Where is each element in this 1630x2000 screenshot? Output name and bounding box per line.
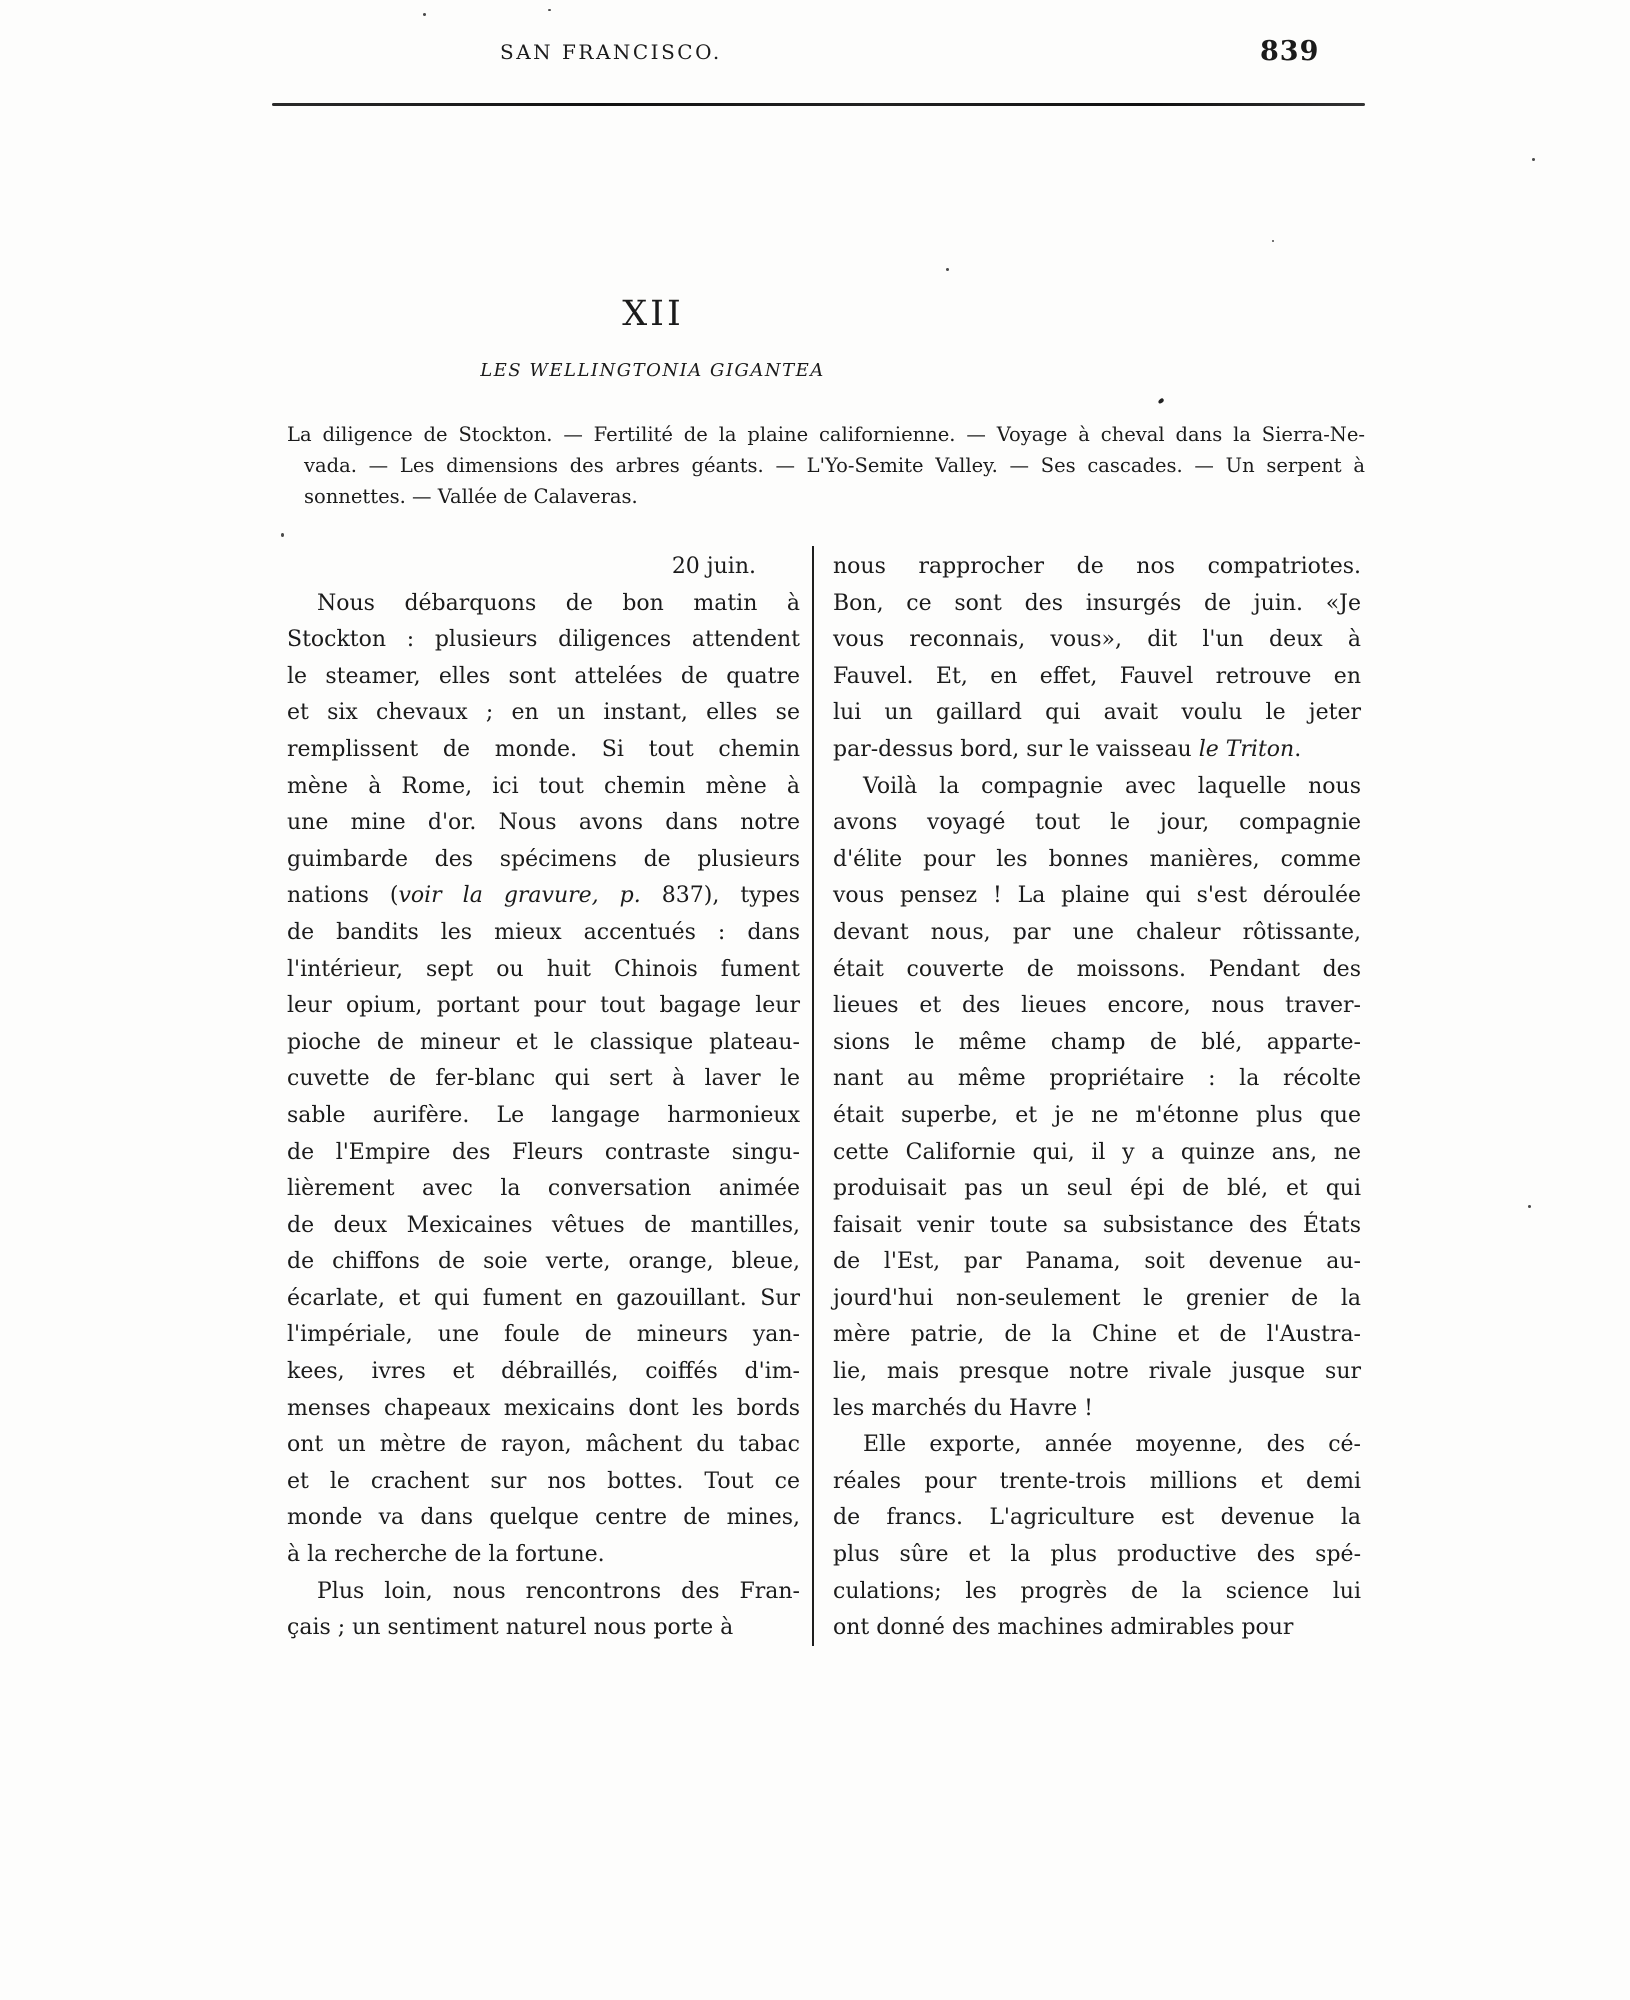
page-number: 839 <box>1260 36 1320 67</box>
text-line: menses chapeaux mexicains dont les bords <box>287 1395 800 1421</box>
text-line: cette Californie qui, il y a quinze ans, ne <box>833 1139 1361 1165</box>
chapter-subtitle: LES WELLINGTONIA GIGANTEA <box>480 360 825 381</box>
right-column <box>833 549 1361 1647</box>
text-line: le steamer, elles sont attelées de quatre <box>287 663 800 689</box>
scan-speck <box>281 533 284 537</box>
text-line: sions le même champ de blé, apparte- <box>833 1029 1361 1055</box>
chapter-number: XII <box>622 294 684 334</box>
right-column-text <box>833 549 1361 1647</box>
left-column <box>287 549 800 1647</box>
text-line: lieues et des lieues encore, nous traver- <box>833 993 1361 1019</box>
date-line: 20 juin. <box>671 554 756 579</box>
text-line: et le crachent sur nos bottes. Tout ce <box>287 1468 800 1494</box>
scan-speck <box>1157 398 1164 405</box>
text-line: par-dessus bord, sur le vaisseau le Triton. <box>833 736 1302 762</box>
text-line: nations (voir la gravure, p. 837), types <box>287 883 800 909</box>
text-line: guimbarde des spécimens de plusieurs <box>287 846 800 872</box>
text-line: leur opium, portant pour tout bagage leur <box>287 993 800 1019</box>
text-line: l'impériale, une foule de mineurs yan- <box>287 1322 800 1348</box>
text-line: écarlate, et qui fument en gazouillant. Sur <box>287 1285 800 1311</box>
text-line: Plus loin, nous rencontrons des Fran- <box>317 1578 800 1604</box>
paragraph <box>833 1427 1361 1647</box>
scan-speck <box>1528 1205 1531 1208</box>
text-line: de bandits les mieux accentués : dans <box>287 919 800 945</box>
column-divider <box>812 546 814 1646</box>
text-line: cuvette de fer-blanc qui sert à laver le <box>287 1066 800 1092</box>
text-line: nant au même propriétaire : la récolte <box>833 1066 1361 1092</box>
scan-speck <box>423 13 426 16</box>
paragraph <box>287 1574 800 1647</box>
text-line: d'élite pour les bonnes manières, comme <box>833 846 1361 872</box>
text-line: faisait venir toute sa subsistance des États <box>833 1212 1361 1238</box>
text-line: de francs. L'agriculture est devenue la <box>833 1505 1361 1531</box>
scan-speck <box>1532 158 1535 161</box>
text-line: Elle exporte, année moyenne, des cé- <box>863 1432 1361 1458</box>
text-line: et six chevaux ; en un instant, elles se <box>287 700 800 726</box>
text-line: les marchés du Havre ! <box>833 1395 1093 1421</box>
text-line: était superbe, et je ne m'étonne plus que <box>833 1102 1361 1128</box>
text-line: une mine d'or. Nous avons dans notre <box>287 810 800 836</box>
text-line: kees, ivres et débraillés, coiffés d'im- <box>287 1359 800 1385</box>
paragraph <box>833 549 1361 769</box>
text-line: Stockton : plusieurs diligences attendent <box>287 627 800 653</box>
text-line: avons voyagé tout le jour, compagnie <box>833 810 1361 836</box>
text-line: lui un gaillard qui avait voulu le jeter <box>833 700 1361 726</box>
header-rule <box>272 103 1365 106</box>
chapter-summary <box>287 419 1365 512</box>
text-line: était couverte de moissons. Pendant des <box>833 956 1361 982</box>
text-line: nous rapprocher de nos compatriotes. <box>833 554 1361 579</box>
text-line: à la recherche de la fortune. <box>287 1542 605 1568</box>
scan-speck <box>946 268 949 271</box>
text-line: vada. — Les dimensions des arbres géants. — L'Yo-Semite Valley. — Ses cascades. — Un serpent à <box>304 454 1365 477</box>
text-line: sonnettes. — Vallée de Calaveras. <box>304 485 638 508</box>
text-line: mène à Rome, ici tout chemin mène à <box>287 773 800 799</box>
text-line: Voilà la compagnie avec laquelle nous <box>863 773 1361 799</box>
text-line: de deux Mexicaines vêtues de mantilles, <box>287 1212 800 1238</box>
text-line: Nous débarquons de bon matin à <box>317 590 800 616</box>
text-line: çais ; un sentiment naturel nous porte à <box>287 1615 734 1641</box>
text-line: jourd'hui non-seulement le grenier de la <box>833 1285 1361 1311</box>
text-line: ont un mètre de rayon, mâchent du tabac <box>287 1432 800 1458</box>
text-line: culations; les progrès de la science lui <box>833 1578 1361 1604</box>
text-line: réales pour trente-trois millions et demi <box>833 1468 1361 1494</box>
text-line: plus sûre et la plus productive des spé- <box>833 1542 1361 1568</box>
text-line: de l'Est, par Panama, soit devenue au- <box>833 1249 1361 1275</box>
left-column-text <box>287 586 800 1647</box>
text-line: sable aurifère. Le langage harmonieux <box>287 1102 800 1128</box>
text-line: de chiffons de soie verte, orange, bleue, <box>287 1249 800 1275</box>
scan-speck <box>548 9 551 11</box>
text-line: pioche de mineur et le classique plateau- <box>287 1029 800 1055</box>
text-line: mère patrie, de la Chine et de l'Austra- <box>833 1322 1361 1348</box>
text-line: Fauvel. Et, en effet, Fauvel retrouve en <box>833 663 1361 689</box>
text-line: devant nous, par une chaleur rôtissante, <box>833 919 1361 945</box>
scan-speck <box>1272 240 1274 242</box>
text-line: lièrement avec la conversation animée <box>287 1176 800 1202</box>
text-line: Bon, ce sont des insurgés de juin. «Je <box>833 590 1361 616</box>
text-line: de l'Empire des Fleurs contraste singu- <box>287 1139 800 1165</box>
text-line: monde va dans quelque centre de mines, <box>287 1505 800 1531</box>
paragraph <box>833 769 1361 1428</box>
text-line: vous reconnais, vous», dit l'un deux à <box>833 627 1361 653</box>
text-line: remplissent de monde. Si tout chemin <box>287 736 800 762</box>
text-line: La diligence de Stockton. — Fertilité de la plaine californienne. — Voyage à cheval dans la Sierra-Ne- <box>287 423 1365 446</box>
running-head: SAN FRANCISCO. <box>500 40 722 64</box>
text-line: produisait pas un seul épi de blé, et qui <box>833 1176 1361 1202</box>
text-line: vous pensez ! La plaine qui s'est déroulée <box>833 883 1361 909</box>
paragraph <box>287 586 800 1574</box>
text-line: l'intérieur, sept ou huit Chinois fument <box>287 956 800 982</box>
text-line: ont donné des machines admirables pour <box>833 1615 1294 1641</box>
text-line: lie, mais presque notre rivale jusque sur <box>833 1359 1361 1385</box>
